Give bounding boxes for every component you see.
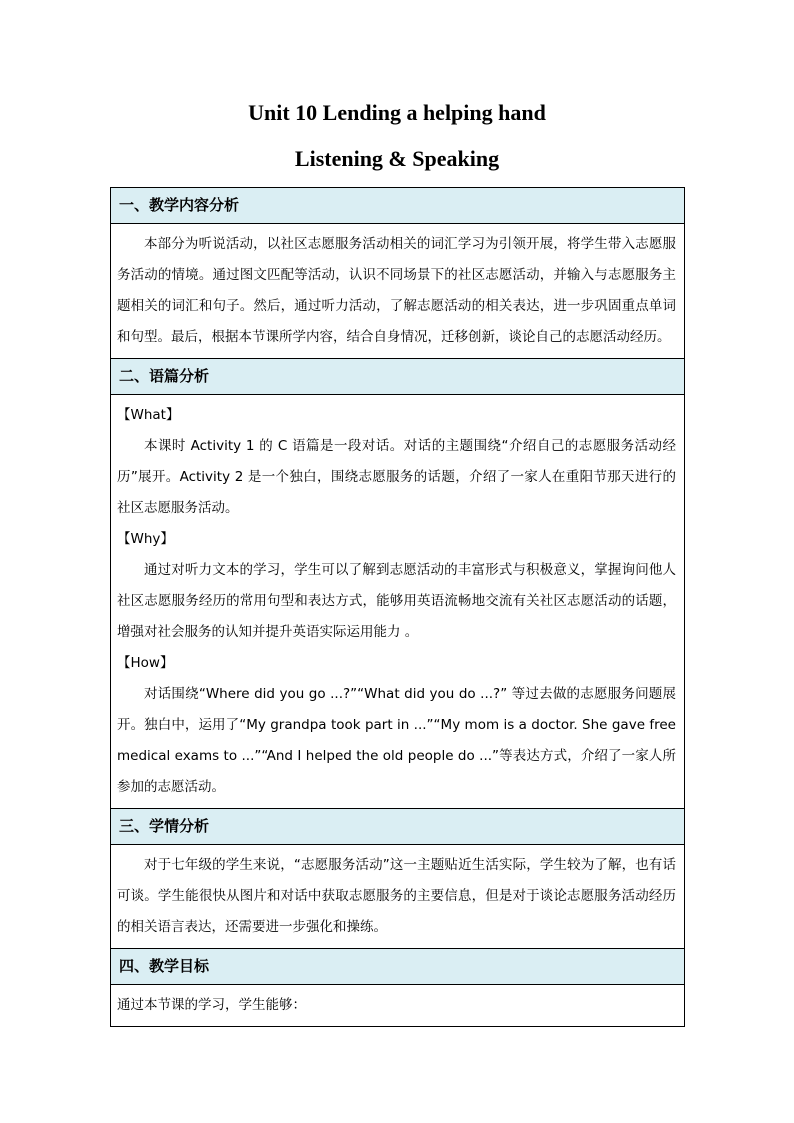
section-body-teaching-objectives xyxy=(111,985,684,1027)
section-body-text-analysis xyxy=(111,395,684,809)
section-header-learner-analysis: 三、学情分析 xyxy=(111,809,684,845)
paragraph: 对于七年级的学生来说，“志愿服务活动”这一主题贴近生活实际，学生较为了解，也有话可谈。学生能很快从图片和对话中获取志愿服务的主要信息，但是对于谈论志愿服务活动经历的相关语言表达，还需要进一步强化和操练。 xyxy=(117,857,676,935)
what-paragraph: 本课时 Activity 1 的 C 语篇是一段对话。对话的主题围绕“介绍自己的志愿服务活动经历”展开。Activity 2 是一个独白，围绕志愿服务的话题，介绍了一家人在重阳节那天进行的社区志愿服务活动。 xyxy=(117,438,676,516)
lesson-plan-table xyxy=(110,187,685,1027)
why-tag: 【Why】 xyxy=(117,531,174,547)
objectives-intro: 通过本节课的学习，学生能够： xyxy=(117,997,306,1013)
section-header-content-analysis: 一、教学内容分析 xyxy=(111,188,684,224)
section-body-learner-analysis xyxy=(111,845,684,949)
section-header-teaching-objectives: 四、教学目标 xyxy=(111,949,684,985)
document-title: Unit 10 Lending a helping hand xyxy=(248,100,546,125)
what-tag: 【What】 xyxy=(117,407,180,423)
why-paragraph: 通过对听力文本的学习，学生可以了解到志愿活动的丰富形式与积极意义，掌握询问他人社区志愿服务经历的常用句型和表达方式，能够用英语流畅地交流有关社区志愿活动的话题，增强对社会服务的认知并提升英语实际运用能力 。 xyxy=(117,562,676,640)
section-body-content-analysis xyxy=(111,224,684,359)
how-paragraph: 对话围绕“Where did you go ...?”“What did you do ...?” 等过去做的志愿服务问题展开。独白中，运用了“My grandpa took part in ...”“My mom is a doctor. She gave free medical exams to ...”“And I helped the old people do ...”等表达方式，介绍了一家人所参加的志愿活动。 xyxy=(117,686,676,795)
how-tag: 【How】 xyxy=(117,655,174,671)
document-subtitle: Listening & Speaking xyxy=(294,146,500,171)
paragraph: 本部分为听说活动，以社区志愿服务活动相关的词汇学习为引领开展，将学生带入志愿服务活动的情境。通过图文匹配等活动，认识不同场景下的社区志愿活动，并输入与志愿服务主题相关的词汇和句子。然后，通过听力活动，了解志愿活动的相关表达，进一步巩固重点单词和句型。最后，根据本节课所学内容，结合自身情况，迁移创新，谈论自己的志愿活动经历。 xyxy=(117,236,676,345)
section-header-text-analysis: 二、语篇分析 xyxy=(111,359,684,395)
